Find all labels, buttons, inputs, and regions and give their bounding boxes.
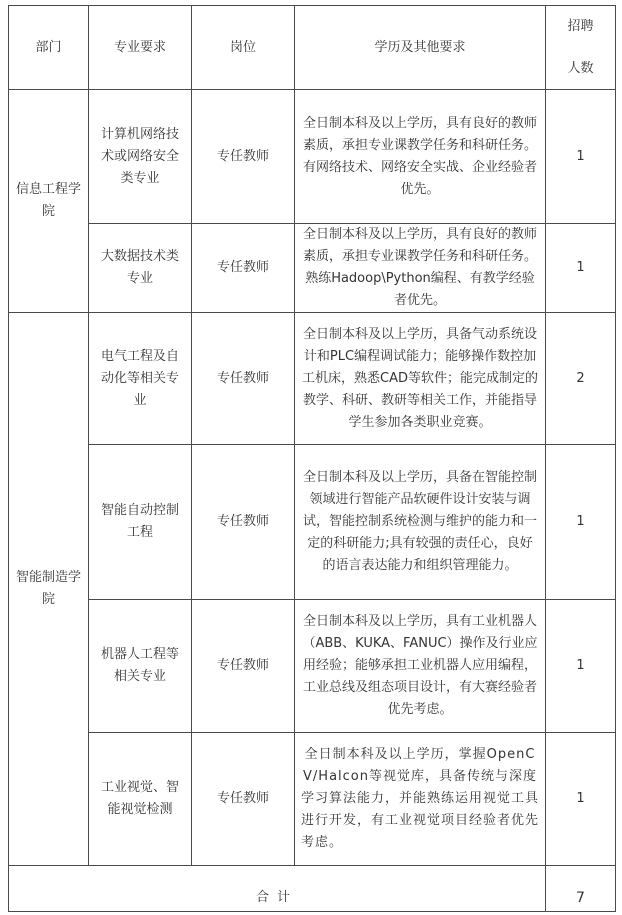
major-cell: 大数据技术类专业 <box>89 224 192 313</box>
header-major: 专业要求 <box>89 6 192 90</box>
major-cell: 智能自动控制工程 <box>89 445 192 600</box>
table-row <box>9 445 616 600</box>
major-cell: 计算机网络技术或网络安全类专业 <box>89 90 192 224</box>
count-cell: 1 <box>546 90 616 224</box>
header-count-line1: 招聘 <box>567 18 594 34</box>
requirements-cell: 全日制本科及以上学历，具有工业机器人（ABB、KUKA、FANUC）操作及行业应用经验；能够承担工业机器人应用编程，工业总线及组态项目设计，有大赛经验者优先考虑。 <box>295 600 546 733</box>
count-cell: 1 <box>546 600 616 733</box>
total-label: 合计 <box>9 866 546 912</box>
major-cell: 机器人工程等相关专业 <box>89 600 192 733</box>
position-cell: 专任教师 <box>192 313 295 445</box>
requirements-cell: 全日制本科及以上学历，具备气动系统设计和PLC编程调试能力；能够操作数控加工机床，熟悉CAD等软件；能完成制定的教学、科研、教研等相关工作，并能指导学生参加各类职业竞赛。 <box>295 313 546 445</box>
major-cell: 工业视觉、智能视觉检测 <box>89 733 192 866</box>
position-cell: 专任教师 <box>192 733 295 866</box>
department-cell: 智能制造学院 <box>9 313 89 866</box>
recruitment-table <box>8 5 616 912</box>
count-cell: 1 <box>546 445 616 600</box>
header-count <box>546 6 616 90</box>
header-position: 岗位 <box>192 6 295 90</box>
count-cell: 1 <box>546 224 616 313</box>
position-cell: 专任教师 <box>192 600 295 733</box>
table-row <box>9 90 616 224</box>
position-cell: 专任教师 <box>192 445 295 600</box>
table-header-row <box>9 6 616 90</box>
position-cell: 专任教师 <box>192 224 295 313</box>
table-row <box>9 224 616 313</box>
header-department: 部门 <box>9 6 89 90</box>
table-row <box>9 313 616 445</box>
total-value: 7 <box>546 866 616 912</box>
count-cell: 1 <box>546 733 616 866</box>
header-requirements: 学历及其他要求 <box>295 6 546 90</box>
total-row <box>9 866 616 912</box>
department-cell: 信息工程学院 <box>9 90 89 313</box>
position-cell: 专任教师 <box>192 90 295 224</box>
count-cell: 2 <box>546 313 616 445</box>
table-row <box>9 600 616 733</box>
requirements-cell: 全日制本科及以上学历，具备在智能控制领域进行智能产品软硬件设计安装与调试，智能控制系统检测与维护的能力和一定的科研能力;具有较强的责任心，良好的语言表达能力和组织管理能力。 <box>295 445 546 600</box>
table-row <box>9 733 616 866</box>
major-cell: 电气工程及自动化等相关专业 <box>89 313 192 445</box>
header-count-line2: 人数 <box>567 60 594 76</box>
requirements-cell: 全日制本科及以上学历，具有良好的教师素质，承担专业课教学任务和科研任务。有网络技术、网络安全实战、企业经验者优先。 <box>295 90 546 224</box>
requirements-cell: 全日制本科及以上学历，具有良好的教师素质，承担专业课教学任务和科研任务。熟练Hadoop\Python编程、有教学经验者优先。 <box>295 224 546 313</box>
requirements-cell: 全日制本科及以上学历，掌握OpenCV/Halcon等视觉库，具备传统与深度学习算法能力，并能熟练运用视觉工具进行开发，有工业视觉项目经验者优先考虑。 <box>295 733 546 866</box>
